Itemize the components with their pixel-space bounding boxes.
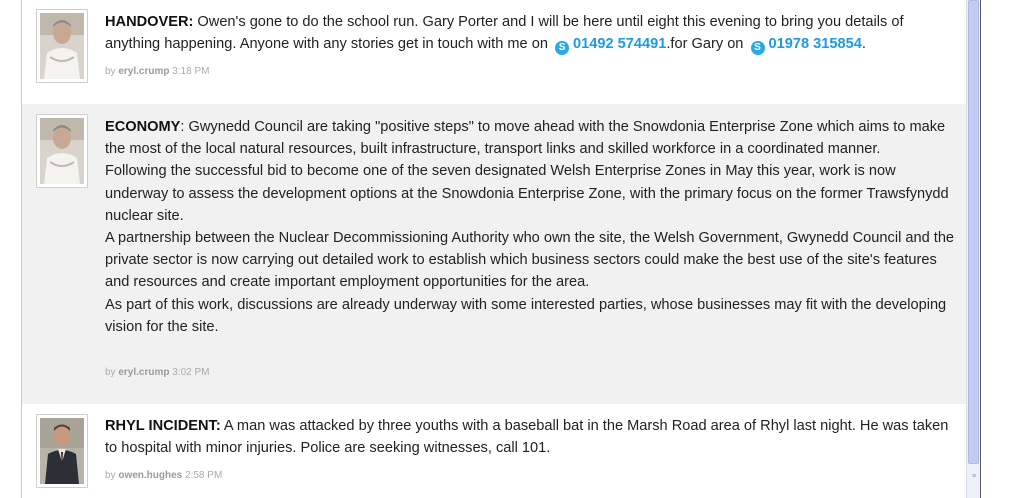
- author-name[interactable]: eryl.crump: [118, 367, 170, 378]
- post-meta: [105, 367, 210, 378]
- live-blog-feed: [22, 0, 966, 498]
- post-text: A man was attacked by three youths with a baseball bat in the Marsh Road area of Rhyl last night. He was taken to hospital with minor injuries. Police are seeking witnesses, call 101.: [105, 418, 949, 457]
- post-text: : Gwynedd Council are taking "positive steps" to move ahead with the Snowdonia Enterprise Zone which aims to make the most of the local natural resources, built infrastructure, transport links and skilled workforce in a coordinated manner.: [105, 119, 946, 158]
- post-text: .: [861, 36, 866, 53]
- avatar[interactable]: [36, 9, 88, 83]
- by-label: by: [105, 66, 116, 77]
- post-text: Owen's gone to do the school run. Gary Porter and I will be here until eight this evening to bring you details of anything happening. Anyone with any stories get in touch with me on: [105, 14, 904, 53]
- skype-icon[interactable]: S: [751, 41, 765, 55]
- post-paragraph: As part of this work, discussions are already underway with some interested parties, whose businesses may fit with the developing vision for the site.: [105, 296, 947, 335]
- post-handover: [22, 0, 966, 104]
- avatar[interactable]: [36, 114, 88, 188]
- post-headline: HANDOVER:: [105, 14, 194, 30]
- post-body: [105, 415, 957, 459]
- post-body: [105, 11, 957, 55]
- outer-background: [981, 0, 1012, 498]
- phone-link-gary[interactable]: 01978 315854: [768, 36, 862, 53]
- user-photo-icon: [40, 118, 84, 184]
- post-headline: ECONOMY: [105, 119, 181, 135]
- author-name[interactable]: owen.hughes: [118, 470, 183, 481]
- post-rhyl-incident: [22, 404, 966, 498]
- user-photo-icon: [40, 418, 84, 484]
- post-time: 3:18 PM: [172, 66, 210, 77]
- post-headline: RHYL INCIDENT:: [105, 418, 221, 434]
- scrollbar-grip-icon: ≡: [971, 473, 977, 480]
- user-photo-icon: [40, 13, 84, 79]
- vertical-scrollbar[interactable]: [966, 0, 980, 498]
- post-meta: [105, 66, 210, 77]
- post-text: .for Gary on: [666, 36, 744, 53]
- post-body: [105, 116, 957, 338]
- by-label: by: [105, 367, 116, 378]
- phone-link-eryl[interactable]: 01492 574491: [573, 36, 667, 53]
- post-economy: [22, 104, 966, 404]
- scrollbar-thumb[interactable]: [968, 0, 979, 464]
- skype-icon[interactable]: S: [555, 41, 569, 55]
- post-time: 2:58 PM: [185, 470, 223, 481]
- by-label: by: [105, 470, 116, 481]
- author-name[interactable]: eryl.crump: [118, 66, 170, 77]
- post-paragraph: Following the successful bid to become one of the seven designated Welsh Enterprise Zones in May this year, work is now underway to assess the development options at the Snowdonia Enterprise Zone, with the primary focus on the former Trawsfynydd nuclear site.: [105, 163, 949, 224]
- post-meta: [105, 470, 222, 481]
- post-paragraph: A partnership between the Nuclear Decommissioning Authority who own the site, the Welsh Government, Gwynedd Council and the private sector is now carrying out detailed work to establish which business sectors could make the best use of the site's features and resources and create important employment opportunities for the area.: [105, 230, 955, 291]
- post-time: 3:02 PM: [172, 367, 210, 378]
- avatar[interactable]: [36, 414, 88, 488]
